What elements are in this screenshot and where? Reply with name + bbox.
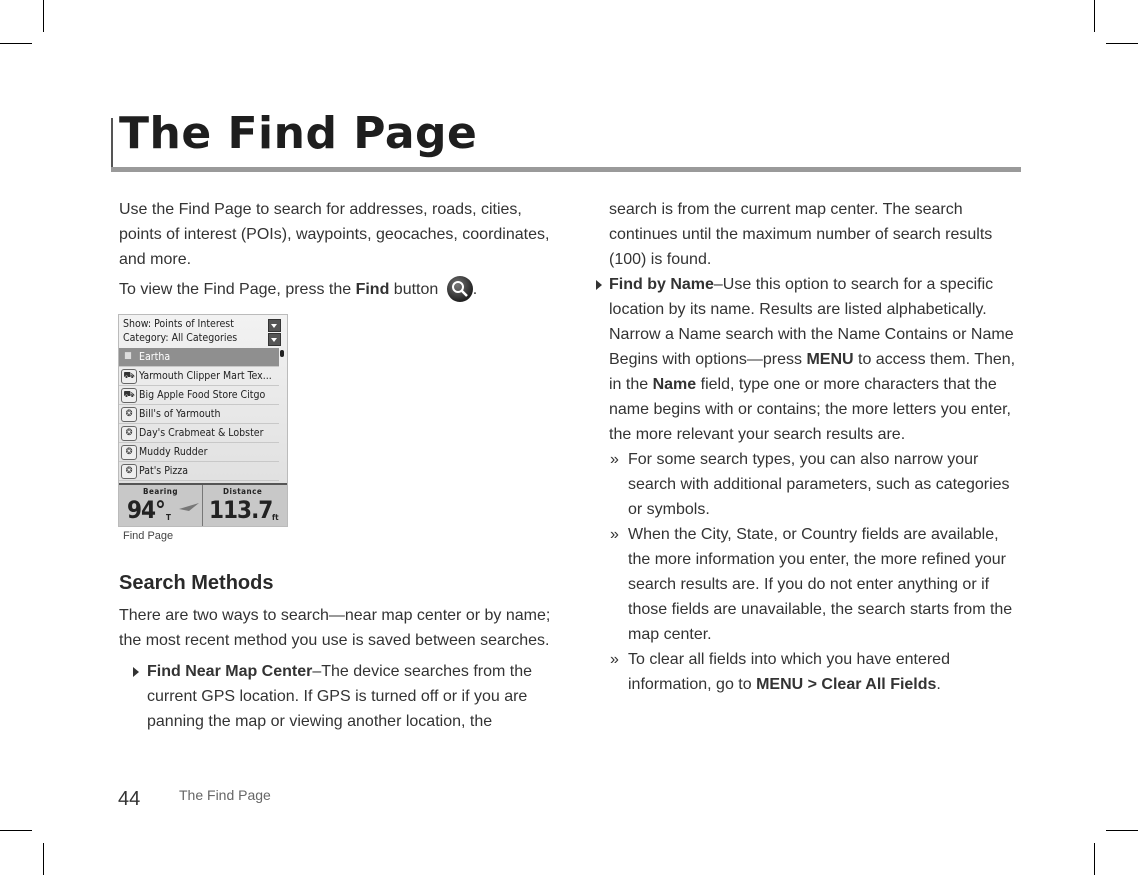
device-screenshot bbox=[118, 314, 288, 527]
distance-value: 113.7 bbox=[209, 496, 273, 524]
find-instruction-text: To view the Find Page, press the bbox=[119, 281, 356, 298]
methods-intro: There are two ways to search—near map center or by name; the most recent method you use is saved between searches. bbox=[119, 607, 551, 649]
bearing-unit: T bbox=[166, 513, 171, 522]
fork-knife-icon: ❂ bbox=[121, 445, 137, 460]
sub-text: To clear all fields into which you have entered information, go to bbox=[628, 651, 950, 693]
bearing-label: Bearing bbox=[143, 487, 179, 496]
narrow-text-2: to access them. Then, in the bbox=[609, 351, 1016, 393]
methods-block bbox=[119, 603, 559, 734]
show-row bbox=[123, 318, 234, 331]
poi-name: Big Apple Food Store Citgo bbox=[139, 389, 266, 401]
poi-name: Eartha bbox=[139, 351, 171, 363]
category-row bbox=[123, 332, 237, 345]
car-icon: ⛟ bbox=[121, 369, 137, 384]
fork-knife-icon: ❂ bbox=[121, 407, 137, 422]
fork-knife-icon: ❂ bbox=[121, 426, 137, 441]
bullet-bold: Find by Name bbox=[609, 276, 714, 293]
menu-clear-bold: MENU > Clear All Fields bbox=[756, 676, 937, 693]
poi-name: Pat's Pizza bbox=[139, 465, 189, 477]
narrow-text-3: field, type one or more characters that the name begins with or contains; the more letters you enter, the more relevant your search results are. bbox=[609, 376, 1011, 443]
poi-list-item[interactable] bbox=[119, 424, 279, 443]
crop-mark bbox=[1094, 0, 1095, 32]
intro-block bbox=[119, 197, 559, 302]
poi-list-item[interactable] bbox=[119, 405, 279, 424]
crop-mark bbox=[43, 0, 44, 32]
footer-title: The Find Page bbox=[179, 787, 271, 803]
sub-end: . bbox=[936, 676, 941, 693]
category-label: Category: bbox=[123, 332, 169, 344]
triangle-bullet-icon bbox=[133, 667, 139, 677]
find-instruction-end: . bbox=[472, 281, 478, 298]
figure-caption: Find Page bbox=[123, 530, 174, 542]
show-value: Points of Interest bbox=[154, 318, 234, 330]
sub-bullet-3 bbox=[593, 647, 1018, 697]
title-accent-bar bbox=[111, 118, 113, 170]
bullet-near-map-center bbox=[119, 659, 559, 734]
scroll-thumb bbox=[280, 350, 284, 357]
bearing-value: 94° bbox=[127, 496, 165, 524]
distance-field bbox=[203, 485, 287, 527]
poi-name: Day's Crabmeat & Lobster bbox=[139, 427, 264, 439]
title-rule bbox=[111, 167, 1021, 172]
category-dropdown-icon bbox=[268, 333, 281, 346]
square-icon: ■ bbox=[124, 351, 132, 361]
bullet-find-by-name bbox=[593, 272, 1018, 322]
menu-bold: MENU bbox=[806, 351, 854, 368]
sub-text: When the City, State, or Country fields are available, the more information you enter, the more refined your search results are. If you do not enter anything or if those fields are unavailable, the search starts from the map center. bbox=[628, 526, 1013, 643]
distance-unit: ft bbox=[272, 513, 279, 522]
narrow-text-1: Narrow a Name search with the Name Contains or Name Begins with options—press bbox=[609, 326, 1014, 368]
bullet-text: –The device searches from the current GPS location. If GPS is turned off or if you are panning the map or viewing another location, the bbox=[147, 663, 533, 730]
sub-bullet-2 bbox=[593, 522, 1018, 647]
bullet-bold: Find Near Map Center bbox=[147, 663, 313, 680]
triangle-bullet-icon bbox=[596, 280, 602, 290]
sub-marker: » bbox=[610, 651, 619, 668]
sub-marker: » bbox=[610, 526, 619, 543]
name-bold: Name bbox=[652, 376, 697, 393]
find-bold: Find bbox=[355, 281, 390, 298]
crop-mark bbox=[1106, 830, 1138, 831]
crop-mark bbox=[1094, 843, 1095, 875]
find-button-icon bbox=[447, 276, 473, 302]
poi-name: Muddy Rudder bbox=[139, 446, 208, 458]
distance-label: Distance bbox=[223, 487, 263, 496]
show-dropdown-icon bbox=[268, 319, 281, 332]
crop-mark bbox=[0, 830, 32, 831]
fork-knife-icon: ❂ bbox=[121, 464, 137, 479]
section-heading: Search Methods bbox=[119, 572, 274, 594]
car-icon: ⛟ bbox=[121, 388, 137, 403]
bearing-arrow-icon bbox=[179, 501, 199, 513]
crop-mark bbox=[0, 43, 32, 44]
sub-marker: » bbox=[610, 451, 619, 468]
crop-mark bbox=[43, 843, 44, 875]
bullet-text: –Use this option to search for a specific location by its name. Results are listed alphabetically. bbox=[609, 276, 994, 318]
continued-text: search is from the current map center. The search continues until the maximum number of search results (100) is found. bbox=[609, 201, 993, 268]
narrow-paragraph bbox=[593, 322, 1018, 447]
list-scrollbar bbox=[280, 350, 284, 484]
right-column bbox=[593, 197, 1018, 697]
poi-list-item[interactable] bbox=[119, 443, 279, 462]
page-title: The Find Page bbox=[119, 108, 478, 159]
find-instruction-text-2: button bbox=[389, 281, 439, 298]
category-value: All Categories bbox=[171, 332, 238, 344]
poi-list-item[interactable] bbox=[119, 462, 279, 481]
bearing-field bbox=[119, 485, 203, 527]
poi-list-item[interactable] bbox=[119, 386, 279, 405]
find-instruction bbox=[119, 276, 559, 302]
intro-paragraph: Use the Find Page to search for addresses, roads, cities, points of interest (POIs), waypoints, geocaches, coordinates, and more. bbox=[119, 201, 550, 268]
show-label: Show: bbox=[123, 318, 152, 330]
poi-list-item[interactable] bbox=[119, 367, 279, 386]
data-fields bbox=[119, 483, 287, 527]
crop-mark bbox=[1106, 43, 1138, 44]
poi-name: Bill's of Yarmouth bbox=[139, 408, 221, 420]
sub-bullet-1 bbox=[593, 447, 1018, 522]
poi-list-item[interactable] bbox=[119, 348, 279, 367]
poi-name: Yarmouth Clipper Mart Tex... bbox=[139, 370, 272, 382]
page-number: 44 bbox=[118, 788, 141, 810]
poi-list bbox=[119, 348, 279, 481]
sub-text: For some search types, you can also narrow your search with additional parameters, such as categories or symbols. bbox=[628, 451, 1010, 518]
